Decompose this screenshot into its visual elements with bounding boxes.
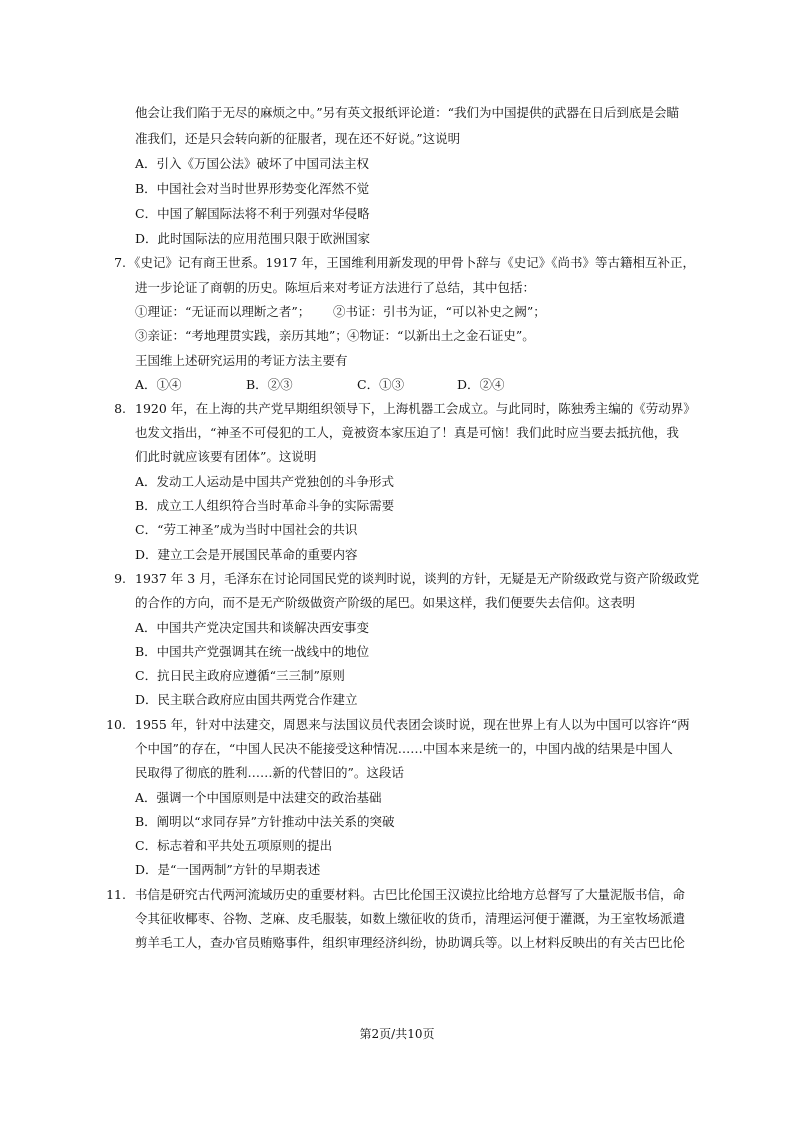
q7-text-line-1: 《史记》记有商王世系。1917 年，王国维利用新发现的甲骨卜辞与《史记》《尚书》等古籍相互补正，: [128, 255, 696, 270]
q9-option-d: D．民主联合政府应由国共两党合作建立: [135, 692, 358, 707]
q11-number: 11.: [106, 887, 126, 902]
q11-text-line-1: 书信是研究古代两河流域历史的重要材料。古巴比伦国王汉谟拉比给地方总督写了大量泥版书信，命: [135, 887, 686, 902]
q6-option-a: A．引入《万国公法》破坏了中国司法主权: [135, 156, 370, 171]
q7-method-2: ②书证：引书为证，“可以补史之阙”；: [333, 304, 546, 319]
q10-text-line-3: 民取得了彻底的胜利……新的代替旧的”。这段话: [135, 765, 404, 780]
q7-method-3: ③亲证：“考地理贯实践，亲历其地”；: [135, 328, 348, 343]
q8-option-d: D．建立工会是开展国民革命的重要内容: [135, 547, 358, 562]
q10-text-line-2: 个中国”的存在，“中国人民决不能接受这种情况……中国本来是统一的，中国内战的结果是中国人: [135, 741, 673, 756]
q10-option-a: A．强调一个中国原则是中法建交的政治基础: [135, 790, 382, 805]
q9-number: 9.: [114, 571, 126, 586]
q6-option-d: D．此时国际法的应用范围只限于欧洲国家: [135, 231, 371, 246]
q10-number: 10.: [106, 717, 126, 732]
q9-option-a: A．中国共产党决定国共和谈解决西安事变: [135, 620, 370, 635]
q8-text-line-2: 也发文指出，“神圣不可侵犯的工人，竟被资本家压迫了！真是可恼！我们此时应当要去抵抗他，我: [135, 425, 679, 440]
q7-option-a: A．①④: [135, 377, 182, 392]
q6-option-b: B．中国社会对当时世界形势变化浑然不觉: [135, 181, 370, 196]
q8-option-c: C．“劳工神圣”成为当时中国社会的共识: [135, 522, 358, 537]
q8-option-b: B．成立工人组织符合当时革命斗争的实际需要: [135, 498, 395, 513]
q6-option-c: C．中国了解国际法将不利于列强对华侵略: [135, 206, 370, 221]
q7-method-1: ①理证：“无证而以理断之者”；: [135, 304, 311, 319]
q9-option-b: B．中国共产党强调其在统一战线中的地位: [135, 644, 370, 659]
q8-number: 8.: [114, 401, 126, 416]
q7-text-line-5: 王国维上述研究运用的考证方法主要有: [135, 353, 348, 368]
q8-option-a: A．发动工人运动是中国共产党独创的斗争形式: [135, 474, 395, 489]
q9-text-line-2: 的合作的方向，而不是无产阶级做资产阶级的尾巴。如果这样，我们便要失去信仰。这表明: [135, 595, 636, 610]
q7-number: 7.: [114, 255, 126, 270]
q10-text-line-1: 1955 年，针对中法建交，周恩来与法国议员代表团会谈时说，现在世界上有人以为中国可以容许“两: [135, 717, 690, 732]
q7-method-4: ④物证：“以新出土之金石证史”。: [347, 328, 535, 343]
q8-text-line-1: 1920 年，在上海的共产党早期组织领导下，上海机器工会成立。与此同时，陈独秀主编的《劳动界》: [135, 401, 696, 416]
q7-option-d: D．②④: [457, 377, 505, 392]
q8-text-line-3: 们此时就应该要有团体”。这说明: [135, 449, 317, 464]
page-footer: 第2页/共10页: [359, 1027, 435, 1041]
q9-option-c: C．抗日民主政府应遵循“三三制”原则: [135, 668, 345, 683]
q7-text-line-2: 进一步论证了商朝的历史。陈垣后来对考证方法进行了总结，其中包括：: [135, 280, 536, 295]
q7-option-c: C．①③: [357, 377, 405, 392]
q10-option-d: D．是“一国两制”方针的早期表述: [135, 862, 321, 877]
q10-option-c: C．标志着和平共处五项原则的提出: [135, 838, 333, 853]
q11-text-line-3: 剪羊毛工人，查办官员贿赂事件，组织审理经济纠纷，协助调兵等。以上材料反映出的有关古巴比伦: [135, 935, 686, 950]
q7-option-b: B．②③: [246, 377, 293, 392]
q6-text-line-2: 准我们，还是只会转向新的征服者，现在还不好说。”这说明: [135, 131, 461, 146]
q6-text-line-1: 他会让我们陷于无尽的麻烦之中。”另有英文报纸评论道：“我们为中国提供的武器在日后到底是会瞄: [135, 105, 680, 120]
q9-text-line-1: 1937 年 3 月，毛泽东在讨论同国民党的谈判时说，谈判的方针，无疑是无产阶级政党与资产阶级政党: [135, 571, 700, 586]
q10-option-b: B．阐明以“求同存异”方针推动中法关系的突破: [135, 814, 395, 829]
q11-text-line-2: 令其征收椰枣、谷物、芝麻、皮毛服装，如数上缴征收的货币，清理运河便于灌溉，为王室牧场派遣: [135, 911, 686, 926]
